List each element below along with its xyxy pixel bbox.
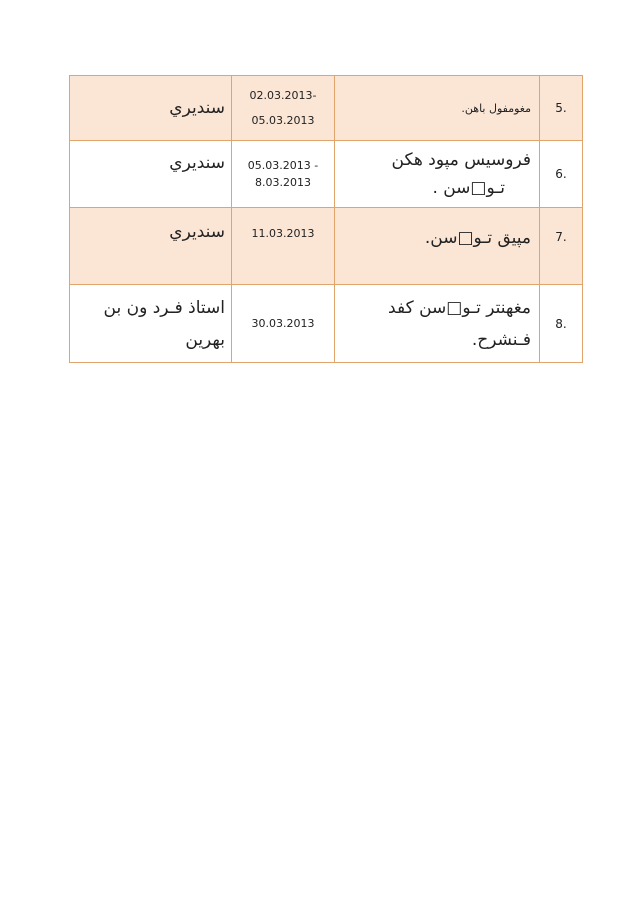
person-name: سنديري (169, 98, 225, 118)
row-number: 8. (540, 285, 583, 363)
date-line: 05.03.2013 - (247, 159, 319, 172)
date-line: 8.03.2013 (255, 176, 311, 189)
row-number: 5. (540, 76, 583, 141)
activity-text: مغهنتر تـو□سن كفد (388, 297, 531, 318)
activity-text: مغومفول باهن. (461, 101, 531, 115)
activity-text: فروسيس مڽود هكن (391, 150, 531, 170)
date-line: 02.03.2013- (249, 89, 317, 102)
person-cell (70, 76, 232, 141)
activity-cell (335, 285, 540, 363)
schedule-table (69, 75, 583, 363)
activity-text: تـو□سن . (432, 178, 505, 198)
date-cell (232, 141, 335, 208)
activity-cell (335, 76, 540, 141)
table-row (70, 76, 583, 141)
person-name: بهرين (185, 329, 225, 350)
table-row (70, 285, 583, 363)
row-number: 7. (540, 208, 583, 285)
activity-text: مڽيق تـو□سن. (424, 228, 531, 248)
person-name: سنديري (169, 222, 225, 242)
date-line: 30.03.2013 (251, 317, 315, 330)
table-row (70, 208, 583, 285)
person-cell (70, 208, 232, 285)
activity-cell (335, 208, 540, 285)
date-cell (232, 76, 335, 141)
person-name: سنديري (169, 153, 225, 173)
date-cell (232, 285, 335, 363)
row-number: 6. (540, 141, 583, 208)
date-line: 05.03.2013 (251, 114, 315, 127)
date-cell (232, 208, 335, 285)
activity-cell (335, 141, 540, 208)
person-cell (70, 141, 232, 208)
table-row (70, 141, 583, 208)
person-name: استاذ فـرد ون بن (103, 297, 225, 318)
activity-text: فـنشرح. (471, 329, 531, 350)
date-line: 11.03.2013 (251, 227, 315, 240)
person-cell (70, 285, 232, 363)
